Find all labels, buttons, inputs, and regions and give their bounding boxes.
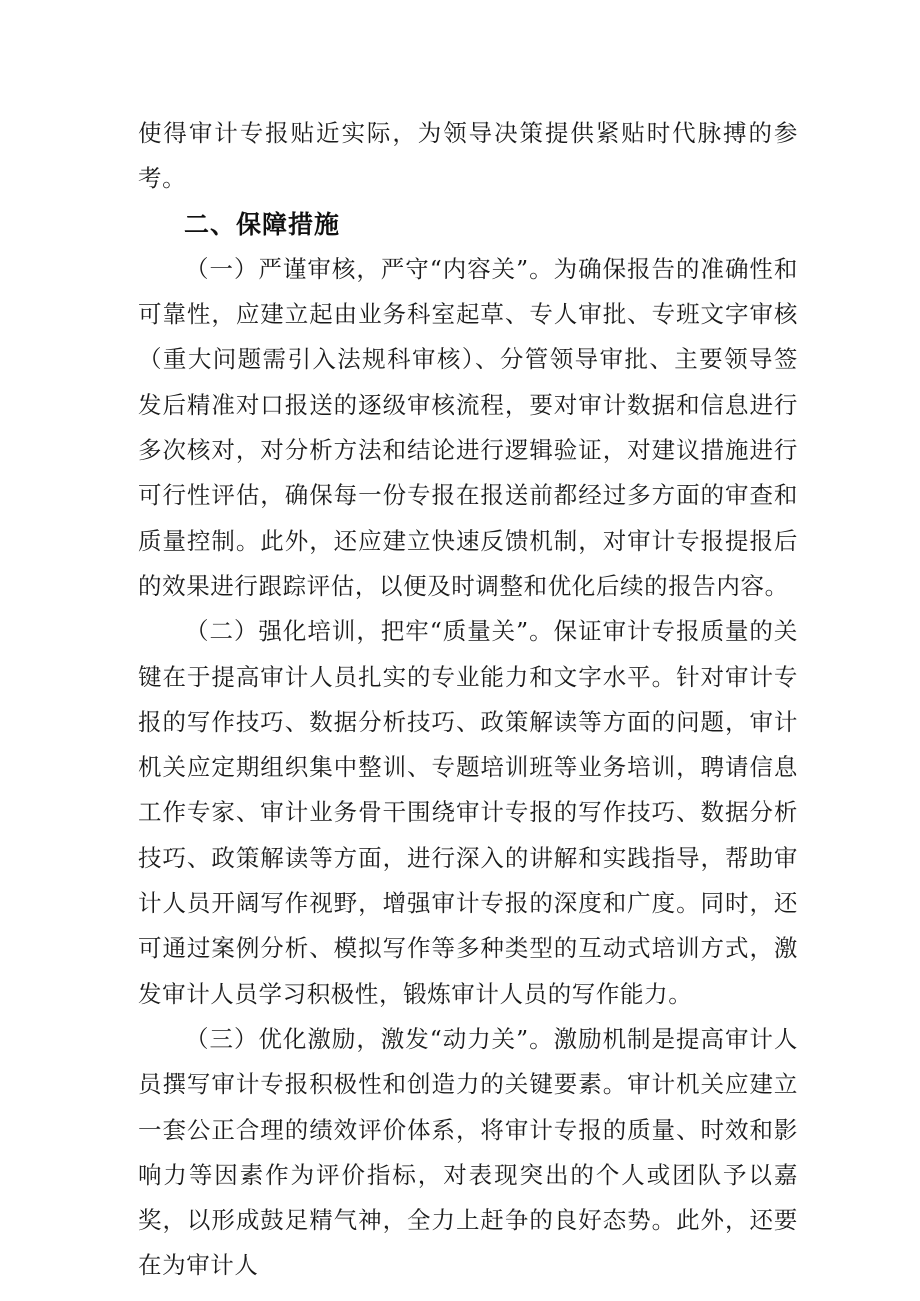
paragraph-measure-2: （二）强化培训，把牢“质量关”。保证审计专报质量的关键在于提高审计人员扎实的专业能力和文字水平。针对审计专报的写作技巧、数据分析技巧、政策解读等方面的问题，审计机关应定期组织集中整训、专题培训班等业务培训，聘请信息工作专家、审计业务骨干围绕审计专报的写作技巧、数据分析技巧、政策解读等方面，进行深入的讲解和实践指导，帮助审计人员开阔写作视野，增强审计专报的深度和广度。同时，还可通过案例分析、模拟写作等多种类型的互动式培训方式，激发审计人员学习积极性，锻炼审计人员的写作能力。 (138, 617, 798, 1008)
paragraph-measure-3: （三）优化激励，激发“动力关”。激励机制是提高审计人员撰写审计专报积极性和创造力的关键要素。审计机关应建立一套公正合理的绩效评价体系，将审计专报的质量、时效和影响力等因素作为评价指标，对表现突出的个人或团队予以嘉奖，以形成鼓足精气神，全力上赶争的良好态势。此外，还要在为审计人 (138, 1024, 798, 1280)
document-body (138, 111, 798, 1289)
section-heading: 二、保障措施 (184, 209, 341, 239)
paragraph-measure-1: （一）严谨审核，严守“内容关”。为确保报告的准确性和可靠性，应建立起由业务科室起草、专人审批、专班文字审核（重大问题需引入法规科审核）、分管领导审批、主要领导签发后精准对口报送的逐级审核流程，要对审计数据和信息进行多次核对，对分析方法和结论进行逻辑验证，对建议措施进行可行性评估，确保每一份专报在报送前都经过多方面的审查和质量控制。此外，还应建立快速反馈机制，对审计专报提报后的效果进行跟踪评估，以便及时调整和优化后续的报告内容。 (138, 254, 798, 600)
paragraph-intro: 使得审计专报贴近实际，为领导决策提供紧贴时代脉搏的参考。 (138, 119, 798, 193)
